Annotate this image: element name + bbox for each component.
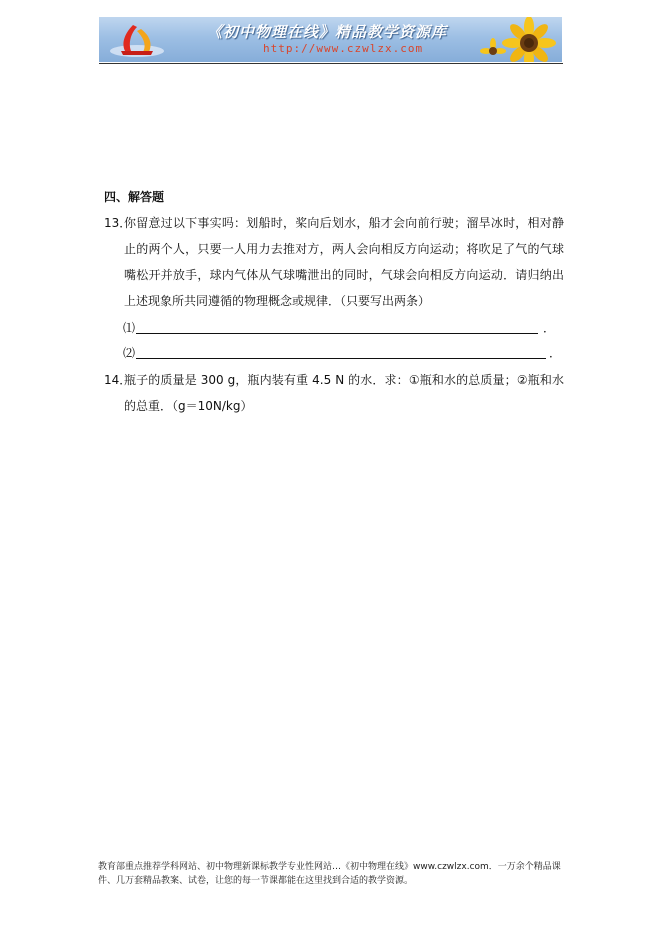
blank-end-mark: ． [543, 321, 556, 335]
answer-line [136, 333, 538, 334]
question-14 [104, 367, 564, 419]
question-13 [104, 210, 564, 314]
blank-label: ⑴ [123, 321, 136, 335]
blank-end-mark: ． [549, 346, 562, 360]
answer-line [136, 358, 546, 359]
header-divider [99, 63, 563, 64]
answer-blank-1[interactable] [123, 319, 556, 337]
logo-icon [107, 21, 167, 59]
question-number: 13． [104, 216, 132, 230]
footer-note: 教育部重点推荐学科网站、初中物理新课标教学专业性网站…《初中物理在线》www.czwlzx.com．一万余个精品课件、几万套精品教案、试卷，让您的每一节课都能在这里找到合适的教学资源。 [98, 862, 561, 886]
blank-label: ⑵ [123, 346, 136, 360]
question-number: 14． [104, 373, 132, 387]
sunflower-icon [479, 17, 562, 62]
question-text: 你留意过以下事实吗：划船时，桨向后划水，船才会向前行驶；溜旱冰时，相对静止的两个人，只要一人用力去推对方，两人会向相反方向运动；将吹足了气的气球嘴松开并放手，球内气体从气球嘴泄出的同时，气球会向相反方向运动．请归纳出上述现象所共同遵循的物理概念或规律．（只要写出两条） [124, 216, 564, 308]
answer-blank-2[interactable] [123, 344, 563, 362]
banner-url[interactable]: http://www.czwlzx.com [263, 42, 424, 55]
header-banner [99, 17, 562, 62]
question-text: 瓶子的质量是 300 g，瓶内装有重 4.5 N 的水．求：①瓶和水的总质量；②瓶和水的总重．（g＝10N/kg） [124, 373, 564, 413]
banner-title: 《初中物理在线》精品教学资源库 [207, 23, 448, 41]
section-title: 四、解答题 [104, 190, 165, 204]
